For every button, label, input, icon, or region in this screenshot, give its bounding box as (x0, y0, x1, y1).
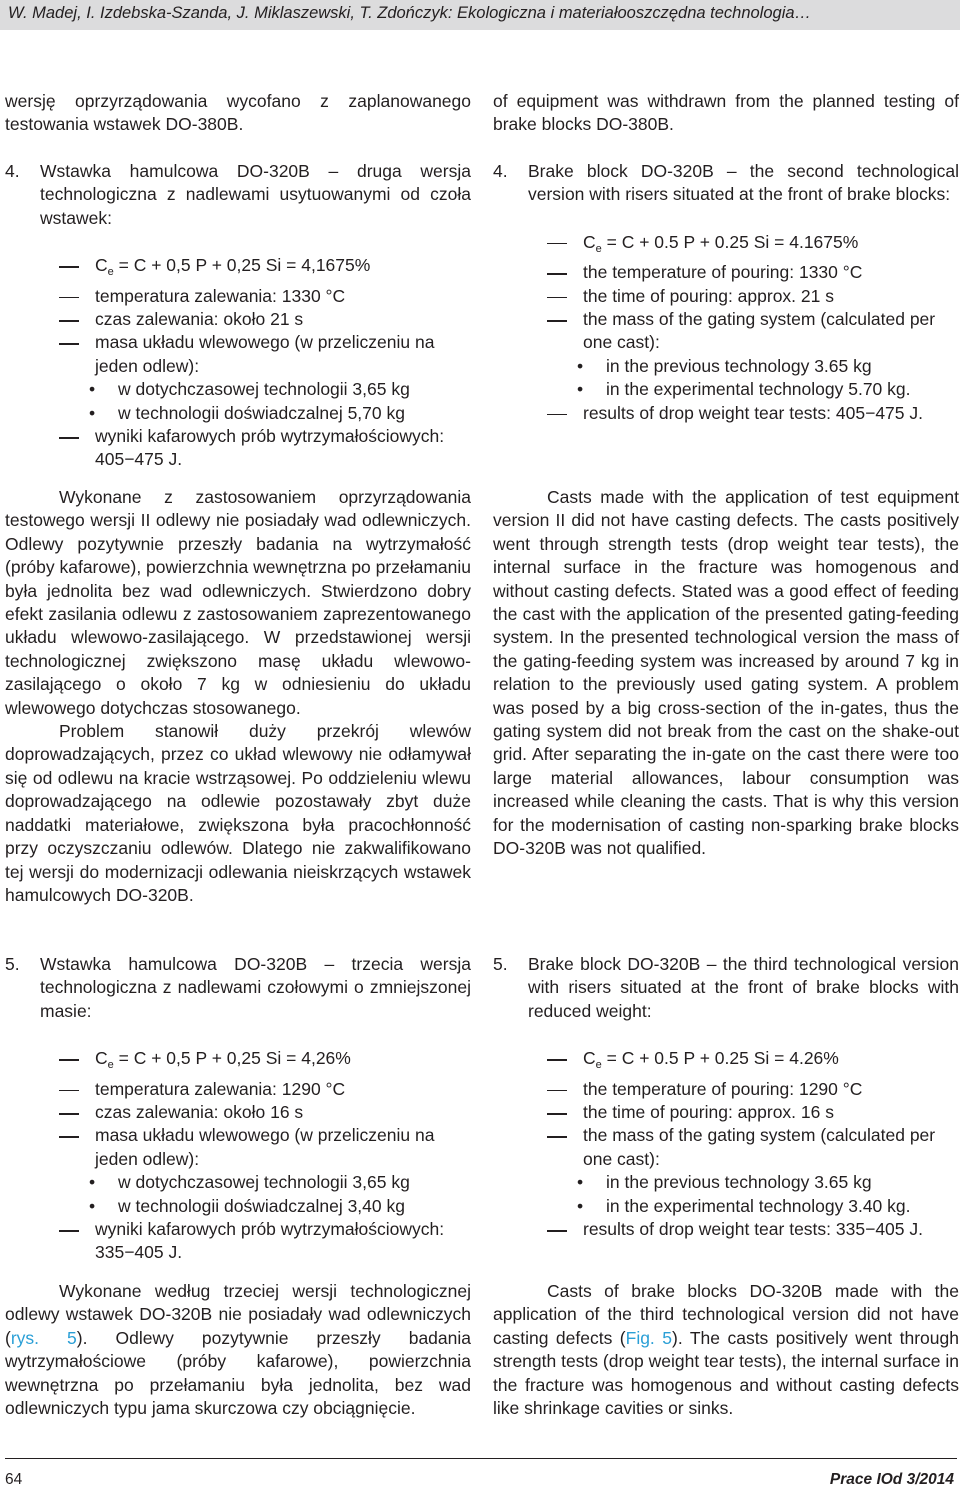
left-item-5-title: Wstawka hamulcowa DO-320B – trzecia wersja technologiczna z nadlewami czołowymi o zmniejszonej masie: (40, 954, 471, 1021)
left-item-5 (5, 953, 471, 1265)
right-item-5-params (493, 1047, 959, 1241)
right-para-2-part-a: Casts of brake blocks DO-320B made with the application of the third technological version did not have casting defects ( (493, 1281, 959, 1348)
right-item-5-number: 5. (493, 954, 508, 974)
mass-sublist (95, 1171, 471, 1218)
mass-label: the mass of the gating system (calculated per one cast): (583, 309, 936, 353)
right-item-5 (493, 953, 959, 1241)
left-para-2-text: Problem stanowił duży przekrój wlewów doprowadzających, przez co układ wlewowy nie odłamywał się od odlewu na kracie wstrząsowej. Po oddzieleniu wlewu doprowadzającego na odlewie pozostawały zbyt duże naddatki materiałowe, zwiększona była pracochłonność przy oczyszczaniu odlewów. Dlatego nie zakwalifikowano tej wersji do modernizacji odlewania nieiskrzących wstawek hamulcowych DO-320B. (5, 721, 471, 905)
mass-sublist (95, 378, 471, 425)
list-item: czas zalewania: około 16 s (5, 1101, 471, 1124)
footer-divider (5, 1458, 957, 1459)
ce-formula: = C + 0.5 P + 0.25 Si = 4.1675% (606, 231, 859, 252)
ce-letter: C (583, 1048, 596, 1069)
list-item: • w dotychczasowej technologii 3,65 kg (95, 1171, 471, 1194)
left-item-4-number: 4. (5, 161, 20, 181)
left-item-5-heading (5, 953, 471, 1023)
right-item-4-params (493, 231, 959, 425)
left-para-1-text: Wykonane z zastosowaniem oprzyrządowania testowego wersji II odlewy nie posiadały wad odlewniczych. Odlewy pozytywnie przeszły badania na wytrzymałość (próby kafarowe), powierzchnia wewnętrzna po przełamaniu była jednolita bez wad odlewniczych. Stwierdzono dobry efekt zasilania odlewu z zastosowaniem zaprezentowanego układu wlewowo-zasilającego. W przedstawionej wersji technologicznej zwiększono masę układu wlewowo-zasilającego o około 7 kg w odniesieniu do układu wlewowego dotychczas stosowanego. (5, 487, 471, 718)
left-item-4-heading (5, 160, 471, 230)
mass-label: masa układu wlewowego (w przeliczeniu na jeden odlew): (95, 1125, 435, 1169)
list-item: temperatura zalewania: 1330 °C (5, 285, 471, 308)
right-item-4-number: 4. (493, 161, 508, 181)
list-item: • in the experimental technology 5.70 kg. (583, 378, 959, 401)
header-citation: W. Madej, I. Izdebska-Szanda, J. Miklaszewski, T. Zdończyk: Ekologiczna i materiałooszczędna technologia… (8, 4, 812, 22)
journal-name: Prace IOd 3/2014 (829, 1471, 954, 1488)
list-item: • in the previous technology 3.65 kg (583, 1171, 959, 1194)
list-item (5, 331, 471, 425)
left-paragraph-1 (5, 486, 471, 907)
list-item (493, 1047, 959, 1077)
mass-label: masa układu wlewowego (w przeliczeniu na jeden odlew): (95, 332, 435, 376)
ce-subscript: e (107, 1059, 114, 1072)
left-item-4 (5, 160, 471, 472)
list-item (5, 1124, 471, 1218)
ce-formula: = C + 0,5 P + 0,25 Si = 4,1675% (118, 255, 371, 276)
left-item-4-title: Wstawka hamulcowa DO-320B – druga wersja technologiczna z nadlewami usytuowanymi od czoła wstawek: (40, 161, 471, 228)
list-item (493, 231, 959, 261)
right-intro-paragraph: of equipment was withdrawn from the planned testing of brake blocks DO-380B. (493, 91, 959, 135)
left-paragraph-3 (5, 1280, 471, 1420)
right-para-2-part-b: ). The casts positively went through strength tests (drop weight tear tests), the internal surface in the fracture was homogenous and without casting defects like shrinkage cavities or sinks. (493, 1327, 959, 1419)
list-item (493, 308, 959, 402)
left-para-3-part-b: ). Odlewy pozytywnie przeszły badania wytrzymałościowe (próby kafarowe), powierzchnia wewnętrzna po przełamaniu była jednolita, bez wad odlewniczych typu jama skurczowa czy obciągnięcie. (5, 1327, 471, 1419)
list-item: wyniki kafarowych prób wytrzymałościowych: 335−405 J. (5, 1218, 471, 1265)
right-item-4 (493, 160, 959, 425)
list-item: results of drop weight tear tests: 335−405 J. (493, 1218, 959, 1241)
list-item: temperatura zalewania: 1290 °C (5, 1078, 471, 1101)
ce-subscript: e (107, 266, 114, 279)
right-item-5-heading (493, 953, 959, 1023)
ce-formula: = C + 0,5 P + 0,25 Si = 4,26% (118, 1048, 351, 1069)
list-item: the time of pouring: approx. 21 s (493, 285, 959, 308)
list-item: • w dotychczasowej technologii 3,65 kg (95, 378, 471, 401)
right-item-5-title: Brake block DO-320B – the third technological version with risers situated at the front of brake blocks with reduced weight: (528, 954, 959, 1021)
list-item: • w technologii doświadczalnej 3,40 kg (95, 1195, 471, 1218)
list-item (5, 1047, 471, 1077)
mass-label: the mass of the gating system (calculated per one cast): (583, 1125, 936, 1169)
right-paragraph-1: Casts made with the application of test equipment version II did not have casting defects. The casts positively went through strength tests (drop weight tear tests), the internal surface in the fracture was homogenous and without casting defects. Stated was a good effect of feeding the cast with the application of the presented gating-feeding system. In the presented technological version the mass of the gating-feeding system was increased by around 7 kg in relation to the previously used gating system. A problem was posed by a big cross-section of the in-gates, thus the gating system did not break from the cast on the shake-out grid. After separating the in-gate on the cast there were too large material allowances, labour consumption was increased while cleaning the casts. That is why this version for the modernisation of casting non-sparking brake blocks DO-320B was not qualified. (493, 487, 959, 859)
ce-subscript: e (595, 242, 602, 255)
left-item-4-params (5, 254, 471, 472)
right-item-4-heading (493, 160, 959, 207)
list-item: • in the previous technology 3.65 kg (583, 355, 959, 378)
list-item: czas zalewania: około 21 s (5, 308, 471, 331)
list-item: wyniki kafarowych prób wytrzymałościowych: 405−475 J. (5, 425, 471, 472)
ce-formula: = C + 0.5 P + 0.25 Si = 4.26% (606, 1048, 839, 1069)
left-item-5-params (5, 1047, 471, 1265)
ce-letter: C (95, 255, 108, 276)
left-intro-paragraph: wersję oprzyrządowania wycofano z zaplanowanego testowania wstawek DO-380B. (5, 91, 471, 135)
right-item-4-title: Brake block DO-320B – the second technological version with risers situated at the front of brake blocks: (528, 161, 959, 205)
list-item (493, 1124, 959, 1218)
ce-letter: C (95, 1048, 108, 1069)
figure-5-link[interactable]: rys. 5 (10, 1327, 77, 1348)
list-item (5, 254, 471, 284)
left-item-5-number: 5. (5, 954, 20, 974)
list-item: the time of pouring: approx. 16 s (493, 1101, 959, 1124)
mass-sublist (583, 355, 959, 402)
ce-subscript: e (595, 1059, 602, 1072)
left-para-3-part-a: Wykonane według trzeciej wersji technologicznej odlewy wstawek DO-320B nie posiadały wad odlewniczych ( (5, 1281, 471, 1348)
list-item: the temperature of pouring: 1290 °C (493, 1078, 959, 1101)
list-item: • w technologii doświadczalnej 5,70 kg (95, 402, 471, 425)
right-paragraph-2 (493, 1280, 959, 1420)
list-item: the temperature of pouring: 1330 °C (493, 261, 959, 284)
ce-letter: C (583, 231, 596, 252)
figure-5-link[interactable]: Fig. 5 (625, 1327, 672, 1348)
page-number: 64 (5, 1471, 23, 1488)
list-item: • in the experimental technology 3.40 kg. (583, 1195, 959, 1218)
running-header (0, 0, 960, 30)
list-item: results of drop weight tear tests: 405−475 J. (493, 402, 959, 425)
mass-sublist (583, 1171, 959, 1218)
